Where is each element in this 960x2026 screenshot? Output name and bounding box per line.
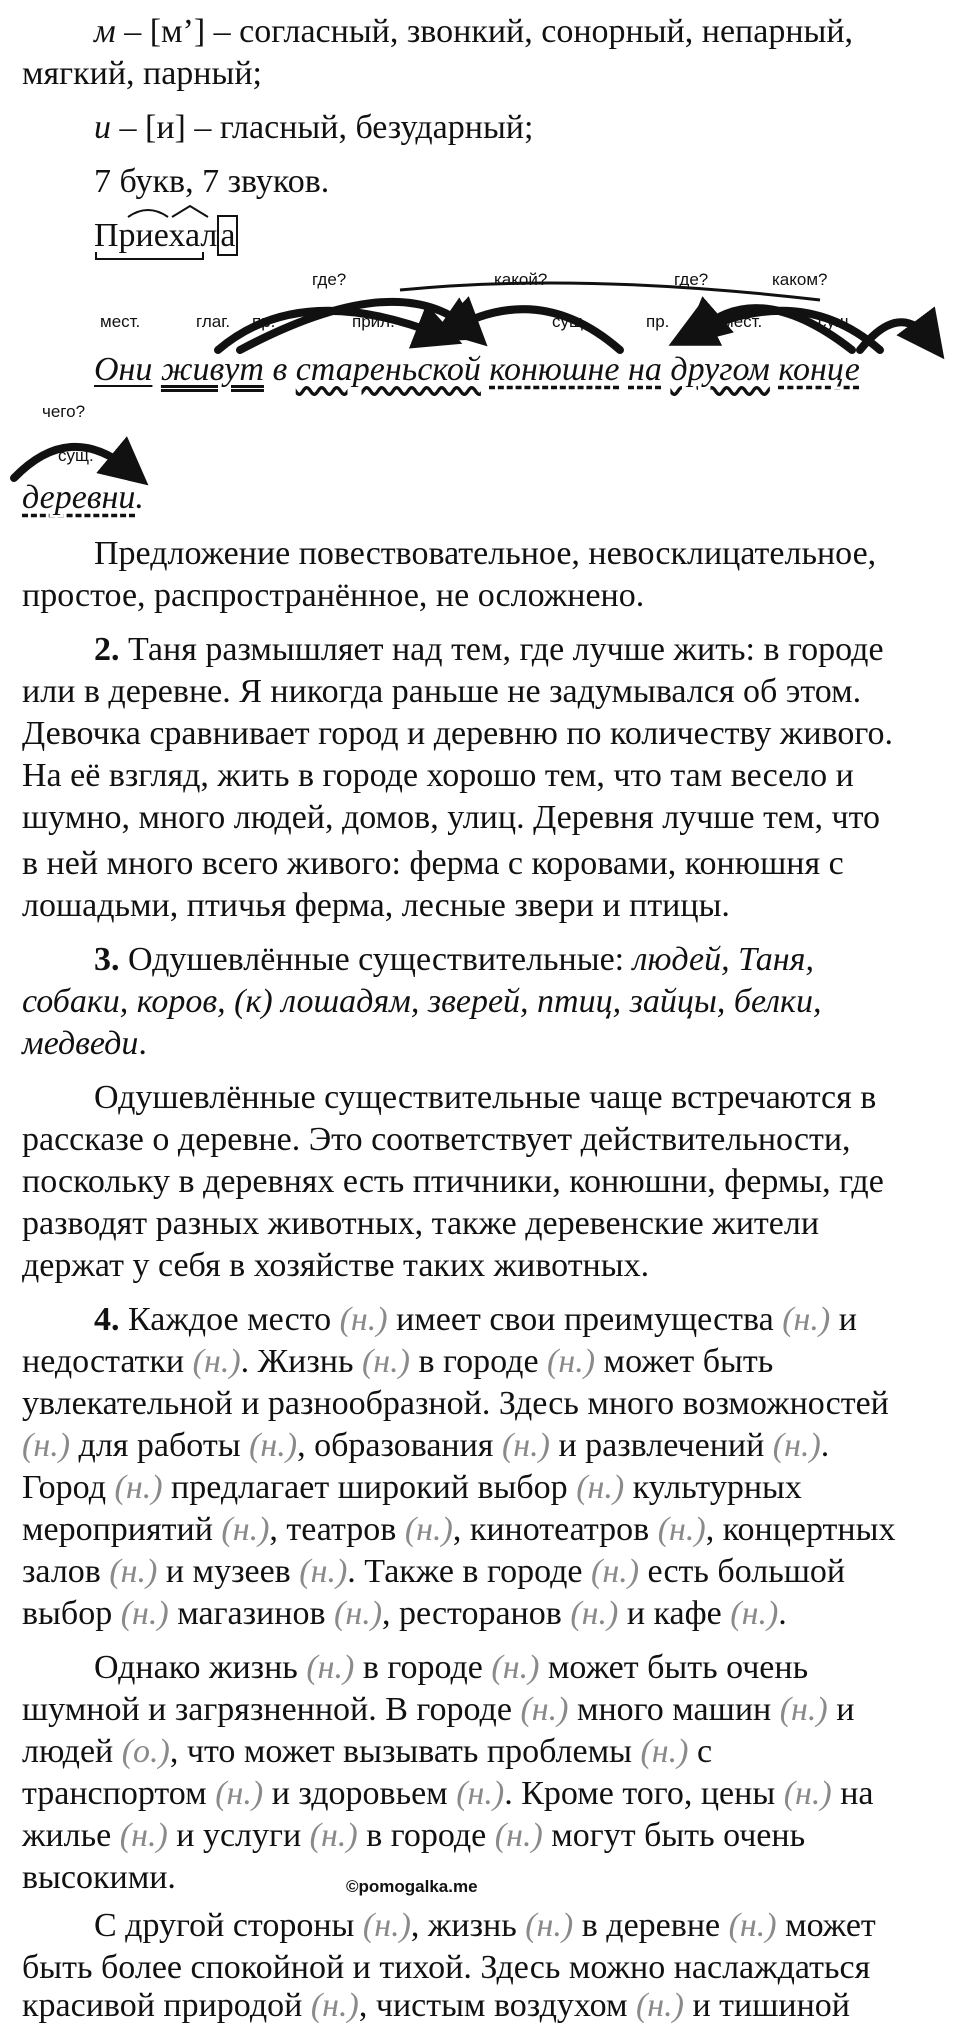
case-mark: (н.) — [310, 1987, 359, 2024]
text: в городе — [354, 1649, 492, 1686]
circumstance-word: конюшне — [489, 351, 620, 388]
phonetic-i-text: – [и] – гласный, безударный; — [111, 109, 534, 146]
paragraph-4-line: разводят разных животных, также деревенские жители — [22, 1205, 820, 1242]
text: транспортом — [22, 1775, 216, 1812]
text: , кинотеатров — [452, 1511, 658, 1548]
paragraph-3-line: собаки, коров, (к) лошадям, зверей, птиц, зайцы, белки, — [22, 983, 822, 1020]
case-mark: (н.) — [361, 1343, 410, 1380]
paragraph-6-line — [22, 1774, 874, 1814]
paragraph-6-line — [94, 1648, 808, 1688]
paragraph-6-line — [22, 1690, 854, 1730]
role-label: мест. — [100, 312, 141, 331]
case-mark: (н.) — [334, 1595, 383, 1632]
text: в городе — [409, 1343, 548, 1380]
text: С другой стороны — [94, 1907, 363, 1944]
text: . — [778, 1595, 787, 1632]
phonetic-line-m-cont: мягкий, парный; — [22, 55, 262, 92]
text: шумной и загрязненной. В городе — [22, 1691, 521, 1728]
case-mark: (н.) — [635, 1987, 684, 2024]
text: для работы — [70, 1427, 250, 1464]
paragraph-7-line: быть более спокойной и тихой. Здесь можно наслаждаться — [22, 1949, 871, 1986]
case-mark: (н.) — [783, 1775, 832, 1812]
text: . Жизнь — [240, 1343, 362, 1380]
attribute-word: стареньской — [295, 351, 481, 388]
word-ending: а — [217, 215, 238, 256]
text: людей — [22, 1733, 122, 1770]
text: могут быть очень — [542, 1817, 806, 1854]
text: , образования — [297, 1427, 502, 1464]
text: , чистым воздухом — [358, 1987, 636, 2024]
text: может — [776, 1907, 876, 1944]
text: залов — [22, 1553, 110, 1590]
text: и здоровьем — [263, 1775, 457, 1812]
text: выбор — [22, 1595, 121, 1632]
text: красивой природой — [22, 1987, 311, 2024]
case-mark: (н.) — [362, 1907, 411, 1944]
text: , жизнь — [410, 1907, 526, 1944]
text: людей, Таня, — [632, 941, 814, 978]
text: , концертных — [705, 1511, 896, 1548]
paragraph-2-line: или в деревне. Я никогда раньше не задумывался об этом. — [22, 673, 862, 710]
case-mark: (н.) — [299, 1553, 348, 1590]
question-label: чего? — [42, 402, 86, 421]
paragraph-3-line — [94, 940, 814, 980]
paragraph-5-line — [22, 1594, 787, 1634]
text: Однако жизнь — [94, 1649, 307, 1686]
case-mark: (н.) — [120, 1595, 169, 1632]
text: и развлечений — [549, 1427, 773, 1464]
paragraph-5-line: увлекательной и разнообразной. Здесь много возможностей — [22, 1385, 889, 1422]
case-mark: (н.) — [576, 1469, 625, 1506]
text: с — [688, 1733, 713, 1770]
paragraph-2-line: Девочка сравнивает город и деревню по количеству живого. — [22, 715, 894, 752]
letter-m: м — [94, 13, 116, 50]
role-label: сущ. — [552, 312, 588, 331]
item-number: 4. — [94, 1301, 120, 1338]
text: магазинов — [168, 1595, 335, 1632]
paragraph-5-line — [22, 1426, 829, 1466]
item-number: 2. — [94, 631, 120, 668]
case-mark: (н.) — [491, 1649, 540, 1686]
text: культурных — [624, 1469, 802, 1506]
text: . Также в городе — [347, 1553, 591, 1590]
paragraph-1-line: Предложение повествовательное, невосклицательное, — [94, 535, 877, 572]
text: и — [830, 1301, 857, 1338]
subject-word: Они — [94, 351, 153, 388]
role-label: сущ. — [818, 312, 854, 331]
case-mark: (н.) — [779, 1691, 828, 1728]
text: и — [827, 1691, 855, 1728]
question-label: где? — [312, 270, 347, 289]
case-mark: (н.) — [456, 1775, 505, 1812]
case-mark: (н.) — [109, 1553, 158, 1590]
paragraph-5-line — [22, 1342, 773, 1382]
text: может быть — [595, 1343, 774, 1380]
case-mark: (н.) — [309, 1817, 358, 1854]
paragraph-6-line — [22, 1732, 712, 1772]
role-label: мест. — [722, 312, 763, 331]
case-mark: (н.) — [501, 1427, 550, 1464]
case-mark: (н.) — [221, 1511, 270, 1548]
text: есть большой — [639, 1553, 846, 1590]
case-mark: (н.) — [782, 1301, 831, 1338]
case-mark: (н.) — [215, 1775, 264, 1812]
text: . Кроме того, цены — [504, 1775, 784, 1812]
text: в деревне — [573, 1907, 729, 1944]
paragraph-2-line: лошадьми, птичья ферма, лесные звери и птицы. — [22, 887, 730, 924]
case-mark: (о.) — [121, 1733, 170, 1770]
text: мероприятий — [22, 1511, 222, 1548]
text: Таня размышляет над тем, где лучше жить: в городе — [119, 631, 884, 668]
case-mark: (н.) — [657, 1511, 706, 1548]
case-mark: (н.) — [728, 1907, 777, 1944]
text: имеет свои преимущества — [387, 1301, 783, 1338]
paragraph-5-line — [22, 1468, 802, 1508]
attribute-word: другом — [670, 351, 770, 388]
text: на — [831, 1775, 874, 1812]
question-label: каком? — [772, 270, 828, 289]
role-label: пр. — [646, 312, 670, 331]
text: недостатки — [22, 1343, 193, 1380]
text: жилье — [22, 1817, 120, 1854]
case-mark: (н.) — [772, 1427, 821, 1464]
paragraph-5-line — [22, 1552, 845, 1592]
text: предлагает широкий выбор — [162, 1469, 577, 1506]
paragraph-2-line: в ней много всего живого: ферма с коровами, конюшня с — [22, 845, 844, 882]
case-mark: (н.) — [730, 1595, 779, 1632]
case-mark: (н.) — [192, 1343, 241, 1380]
paragraph-5-line — [94, 1300, 857, 1340]
case-mark: (н.) — [640, 1733, 689, 1770]
item-number: 3. — [94, 941, 120, 978]
paragraph-6-line — [22, 1816, 805, 1856]
paragraph-2-line: На её взгляд, жить в городе хорошо тем, что там весело и — [22, 757, 854, 794]
role-label: прил. — [352, 312, 395, 331]
case-mark: (н.) — [547, 1343, 596, 1380]
paragraph-7-line — [22, 1986, 850, 2026]
text: , что может вызывать проблемы — [169, 1733, 641, 1770]
case-mark: (н.) — [494, 1817, 543, 1854]
preposition-word: в — [272, 351, 288, 388]
case-mark: (н.) — [306, 1649, 355, 1686]
paragraph-3-line — [22, 1024, 147, 1064]
question-label: где? — [674, 270, 709, 289]
case-mark: (н.) — [591, 1553, 640, 1590]
paragraph-2-line: шумно, много людей, домов, улиц. Деревня лучше тем, что — [22, 799, 881, 836]
phonetic-m-text: – [м’] – согласный, звонкий, сонорный, непарный, — [115, 13, 854, 50]
text: и услуги — [167, 1817, 310, 1854]
watermark: ©pomogalka.me — [346, 1877, 478, 1896]
text: медведи — [22, 1025, 139, 1062]
word-root-part: Приехал — [94, 217, 218, 254]
text: и музеев — [157, 1553, 300, 1590]
case-mark: (н.) — [22, 1427, 71, 1464]
case-mark: (н.) — [119, 1817, 168, 1854]
paragraph-4-line: рассказе о деревне. Это соответствует действительности, — [22, 1121, 851, 1158]
case-mark: (н.) — [339, 1301, 388, 1338]
preposition-word: на — [628, 351, 662, 388]
paragraph-1-line: простое, распространённое, не осложнено. — [22, 577, 645, 614]
case-mark: (н.) — [404, 1511, 453, 1548]
role-label: глаг. — [196, 312, 231, 331]
text: Каждое место — [119, 1301, 340, 1338]
paragraph-4-line: держат у себя в хозяйстве таких животных. — [22, 1247, 650, 1284]
paragraph-5-line — [22, 1510, 895, 1550]
paragraph-2-line — [94, 630, 884, 670]
text: и тишиной — [683, 1987, 850, 2024]
role-label: сущ. — [58, 446, 94, 465]
text: Одушевлённые существительные: — [119, 941, 633, 978]
letter-i: и — [94, 109, 111, 146]
text: Город — [22, 1469, 115, 1506]
text: , ресторанов — [382, 1595, 571, 1632]
paragraph-4-line: Одушевлённые существительные чаще встречаются в — [94, 1079, 877, 1116]
text: может быть очень — [539, 1649, 809, 1686]
sentence-period: . — [135, 479, 144, 516]
paragraph-7-line — [94, 1906, 876, 1946]
text: , театров — [269, 1511, 405, 1548]
circumstance-word: конце — [778, 351, 860, 388]
paragraph-6-line: высокими. — [22, 1859, 176, 1896]
case-mark: (н.) — [520, 1691, 569, 1728]
case-mark: (н.) — [570, 1595, 619, 1632]
object-word: деревни — [22, 479, 136, 516]
letter-sound-count: 7 букв, 7 звуков. — [94, 163, 330, 200]
predicate-word: живут — [160, 351, 264, 388]
question-label: какой? — [494, 270, 548, 289]
role-label: пр. — [252, 312, 276, 331]
text: в городе — [357, 1817, 495, 1854]
case-mark: (н.) — [525, 1907, 574, 1944]
case-mark: (н.) — [114, 1469, 163, 1506]
text: . — [820, 1427, 830, 1464]
text: много машин — [568, 1691, 780, 1728]
text: . — [138, 1025, 147, 1062]
text: и кафе — [618, 1595, 731, 1632]
case-mark: (н.) — [249, 1427, 298, 1464]
paragraph-4-line: поскольку в деревнях есть птичники, конюшни, фермы, где — [22, 1163, 884, 1200]
